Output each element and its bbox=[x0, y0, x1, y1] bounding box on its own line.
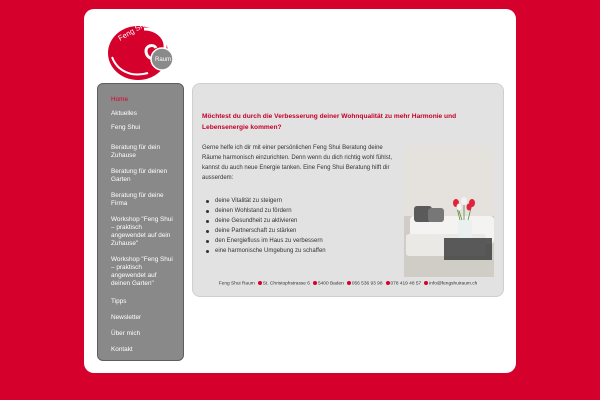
bullet-dot-icon bbox=[424, 281, 428, 285]
footer-mobile: 078 419 48 57 bbox=[390, 281, 422, 287]
benefits-list bbox=[202, 196, 412, 256]
nav-item[interactable]: Beratung für dein Zuhause bbox=[111, 144, 161, 159]
nav-item[interactable]: Feng Shui bbox=[111, 124, 141, 131]
benefit-item: deine Partnerschaft zu stärken bbox=[212, 226, 412, 236]
nav-item[interactable]: Beratung für deinen Garten bbox=[111, 168, 168, 183]
nav-item[interactable]: Aktuelles bbox=[111, 110, 137, 117]
footer-phone: 056 536 93 98 bbox=[351, 281, 383, 287]
footer-address bbox=[193, 281, 503, 287]
nav-item[interactable]: Workshop "Feng Shui – praktisch angewendet auf deinen Garten" bbox=[111, 256, 173, 287]
nav-item[interactable]: Home bbox=[111, 96, 129, 103]
footer-city: 5400 Baden bbox=[317, 281, 344, 287]
footer-street: St. Christophstrasse 6 bbox=[262, 281, 310, 287]
logo-text-raum: Raum bbox=[155, 57, 172, 63]
logo-graphic bbox=[104, 15, 176, 83]
content-panel bbox=[192, 83, 504, 297]
bullet-dot-icon bbox=[347, 281, 351, 285]
bullet-dot-icon bbox=[313, 281, 317, 285]
benefit-item: den Energiefluss im Haus zu verbessern bbox=[212, 236, 412, 246]
nav-item[interactable]: Workshop "Feng Shui – praktisch angewendet auf dein Zuhause" bbox=[111, 216, 173, 247]
sidebar-nav bbox=[97, 83, 184, 369]
intro-text: Gerne helfe ich dir mit einer persönlichen Feng Shui Beratung deine Räume harmonisch einzurichten. Denn wenn du dich richtig wohl fühlst, kannst du auch neue Energie tanken. Eine Feng Shui Beratung hilft dir ausserdem: bbox=[202, 145, 393, 181]
benefit-item: eine harmonische Umgebung zu schaffen bbox=[212, 246, 412, 256]
nav-item[interactable]: Newsletter bbox=[111, 314, 142, 321]
nav-item[interactable]: Über mich bbox=[111, 330, 141, 337]
nav-item[interactable]: Kontakt bbox=[111, 346, 133, 353]
footer-email[interactable]: info@fengshuiraum.ch bbox=[429, 281, 478, 287]
bullet-dot-icon bbox=[386, 281, 390, 285]
bullet-dot-icon bbox=[258, 281, 262, 285]
benefit-item: deine Vitalität zu steigern bbox=[212, 196, 412, 206]
headline: Möchtest du durch die Verbesserung deiner Wohnqualität zu mehr Harmonie und Lebensenergie kommen? bbox=[202, 113, 457, 131]
nav-item[interactable]: Tipps bbox=[111, 298, 127, 305]
benefit-item: deinen Wohlstand zu fördern bbox=[212, 206, 412, 216]
page-card bbox=[84, 9, 516, 373]
nav-list bbox=[98, 84, 183, 370]
logo-text-fengshui: Feng Shui bbox=[116, 17, 151, 43]
benefit-item: deine Gesundheit zu aktivieren bbox=[212, 216, 412, 226]
nav-item[interactable]: Beratung für deine Firma bbox=[111, 192, 164, 207]
logo[interactable] bbox=[104, 15, 176, 83]
nav-item[interactable]: Links bbox=[111, 362, 126, 369]
footer-name: Feng Shui Raum bbox=[218, 281, 255, 287]
living-room-photo bbox=[404, 146, 494, 277]
